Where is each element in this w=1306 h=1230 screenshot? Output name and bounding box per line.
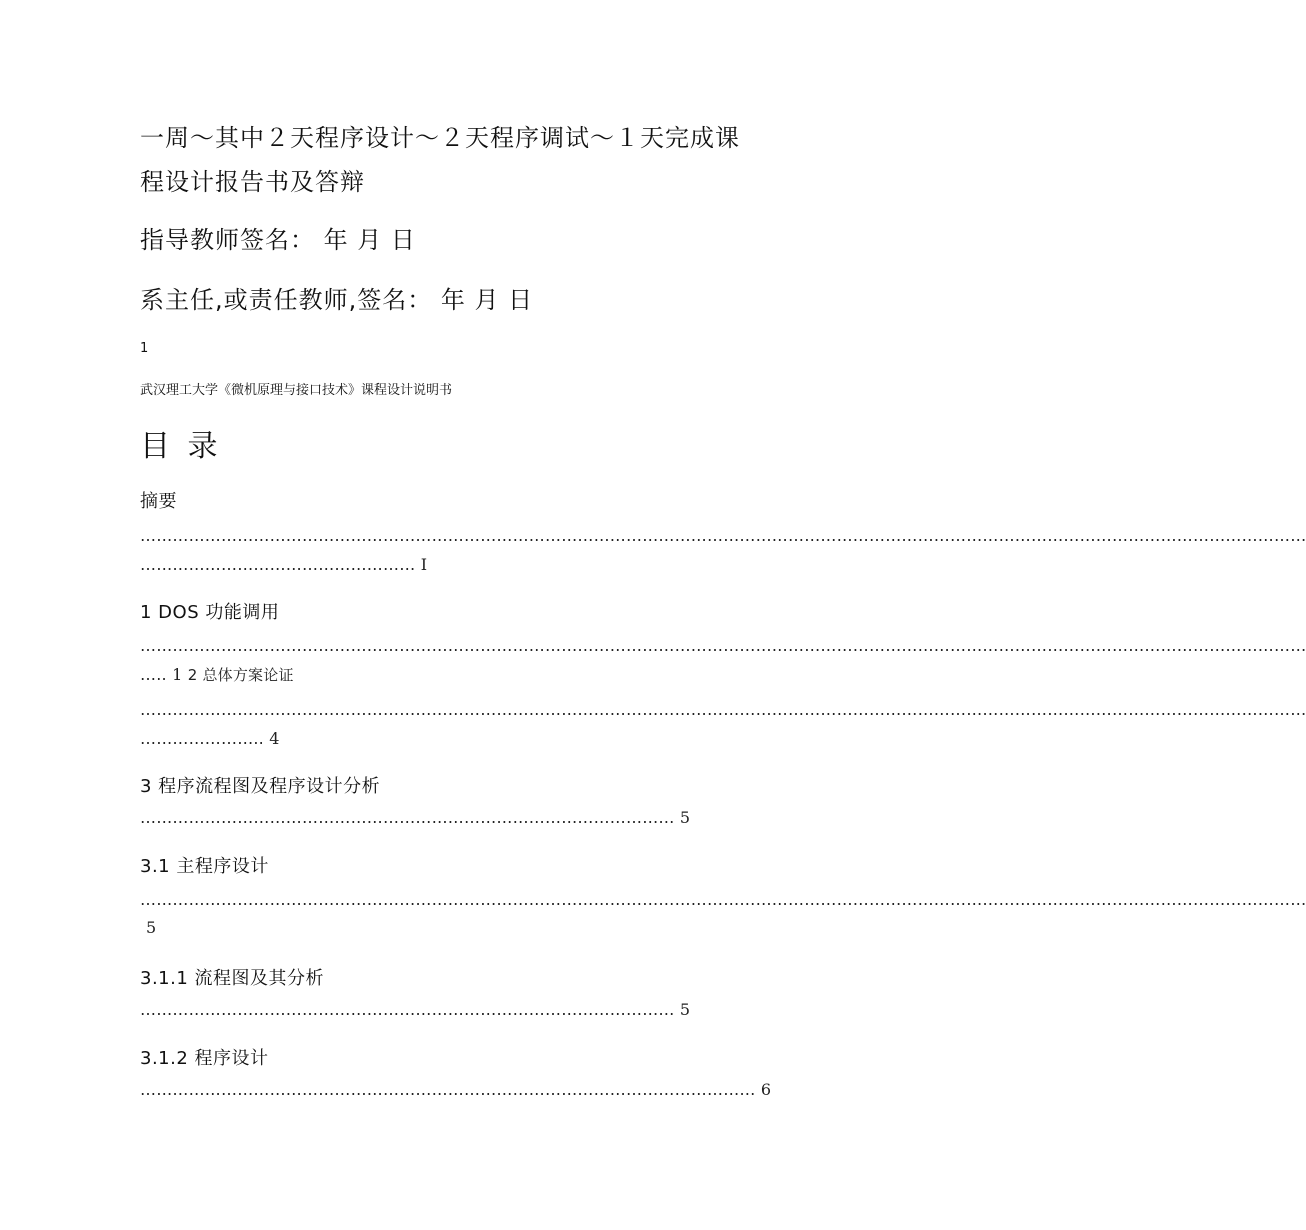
director-signature-line: 系主任,或责任教师,签名： 年 月 日 bbox=[140, 286, 534, 314]
toc-leader-dots: ……………………………………………………………………………………………………………………………………………………………………………………………… bbox=[140, 526, 1306, 545]
running-header: 武汉理工大学《微机原理与接口技术》课程设计说明书 bbox=[140, 383, 453, 398]
toc-entry-label[interactable]: 摘要 bbox=[140, 491, 177, 512]
toc-title: 目 录 bbox=[140, 429, 222, 464]
toc-entry-page: 5 bbox=[679, 1000, 691, 1019]
toc-leader-row: ……………………………………………………………………………………… 5 bbox=[140, 1000, 691, 1019]
intro-line-1: 一周～其中２天程序设计～２天程序调试～１天完成课 bbox=[140, 124, 740, 152]
toc-entry-page: 4 bbox=[269, 729, 280, 748]
toc-leader-row bbox=[146, 920, 156, 936]
toc-entry-label[interactable]: 3.1 主程序设计 bbox=[140, 856, 269, 877]
toc-leader-row: …………………………………………… I bbox=[140, 555, 428, 574]
toc-leader-row: ……………………………………………………………………………………… 5 bbox=[140, 808, 691, 827]
toc-entry-label[interactable]: 3.1.2 程序设计 bbox=[140, 1048, 269, 1069]
intro-line-2: 程设计报告书及答辩 bbox=[140, 168, 365, 196]
toc-leader-dots: ……………………………………………………………………………………………………………………………………………………………………………………………… bbox=[140, 636, 1306, 655]
toc-entry-label[interactable]: 3.1.1 流程图及其分析 bbox=[140, 968, 325, 989]
toc-leader-dots: ……………………………………………………………………………………………………………………………………………………………………………………………… bbox=[140, 700, 1306, 719]
toc-leader-row: …………………………………………………………………………………………………… 6 bbox=[140, 1080, 772, 1099]
advisor-signature-line: 指导教师签名： 年 月 日 bbox=[140, 226, 416, 254]
toc-entry-page: 5 bbox=[679, 808, 691, 827]
toc-leader-row: ….. 1 2 总体方案论证 bbox=[140, 665, 294, 684]
toc-entry-page: 6 bbox=[760, 1080, 772, 1099]
toc-entry-label[interactable]: 3 程序流程图及程序设计分析 bbox=[140, 776, 381, 797]
toc-leader-dots: ……………………………………………………………………………………………………………………………………………………………………………………………… bbox=[140, 890, 1306, 909]
toc-entry-label[interactable]: 2 总体方案论证 bbox=[187, 666, 294, 684]
toc-entry-label[interactable]: 1 DOS 功能调用 bbox=[140, 602, 280, 623]
page-number: 1 bbox=[140, 341, 149, 356]
toc-entry-page: I bbox=[420, 555, 428, 574]
toc-entry-page: 1 bbox=[172, 665, 183, 684]
toc-leader-row: ………………….. 4 bbox=[140, 729, 280, 748]
toc-entry-page: 5 bbox=[146, 918, 157, 937]
